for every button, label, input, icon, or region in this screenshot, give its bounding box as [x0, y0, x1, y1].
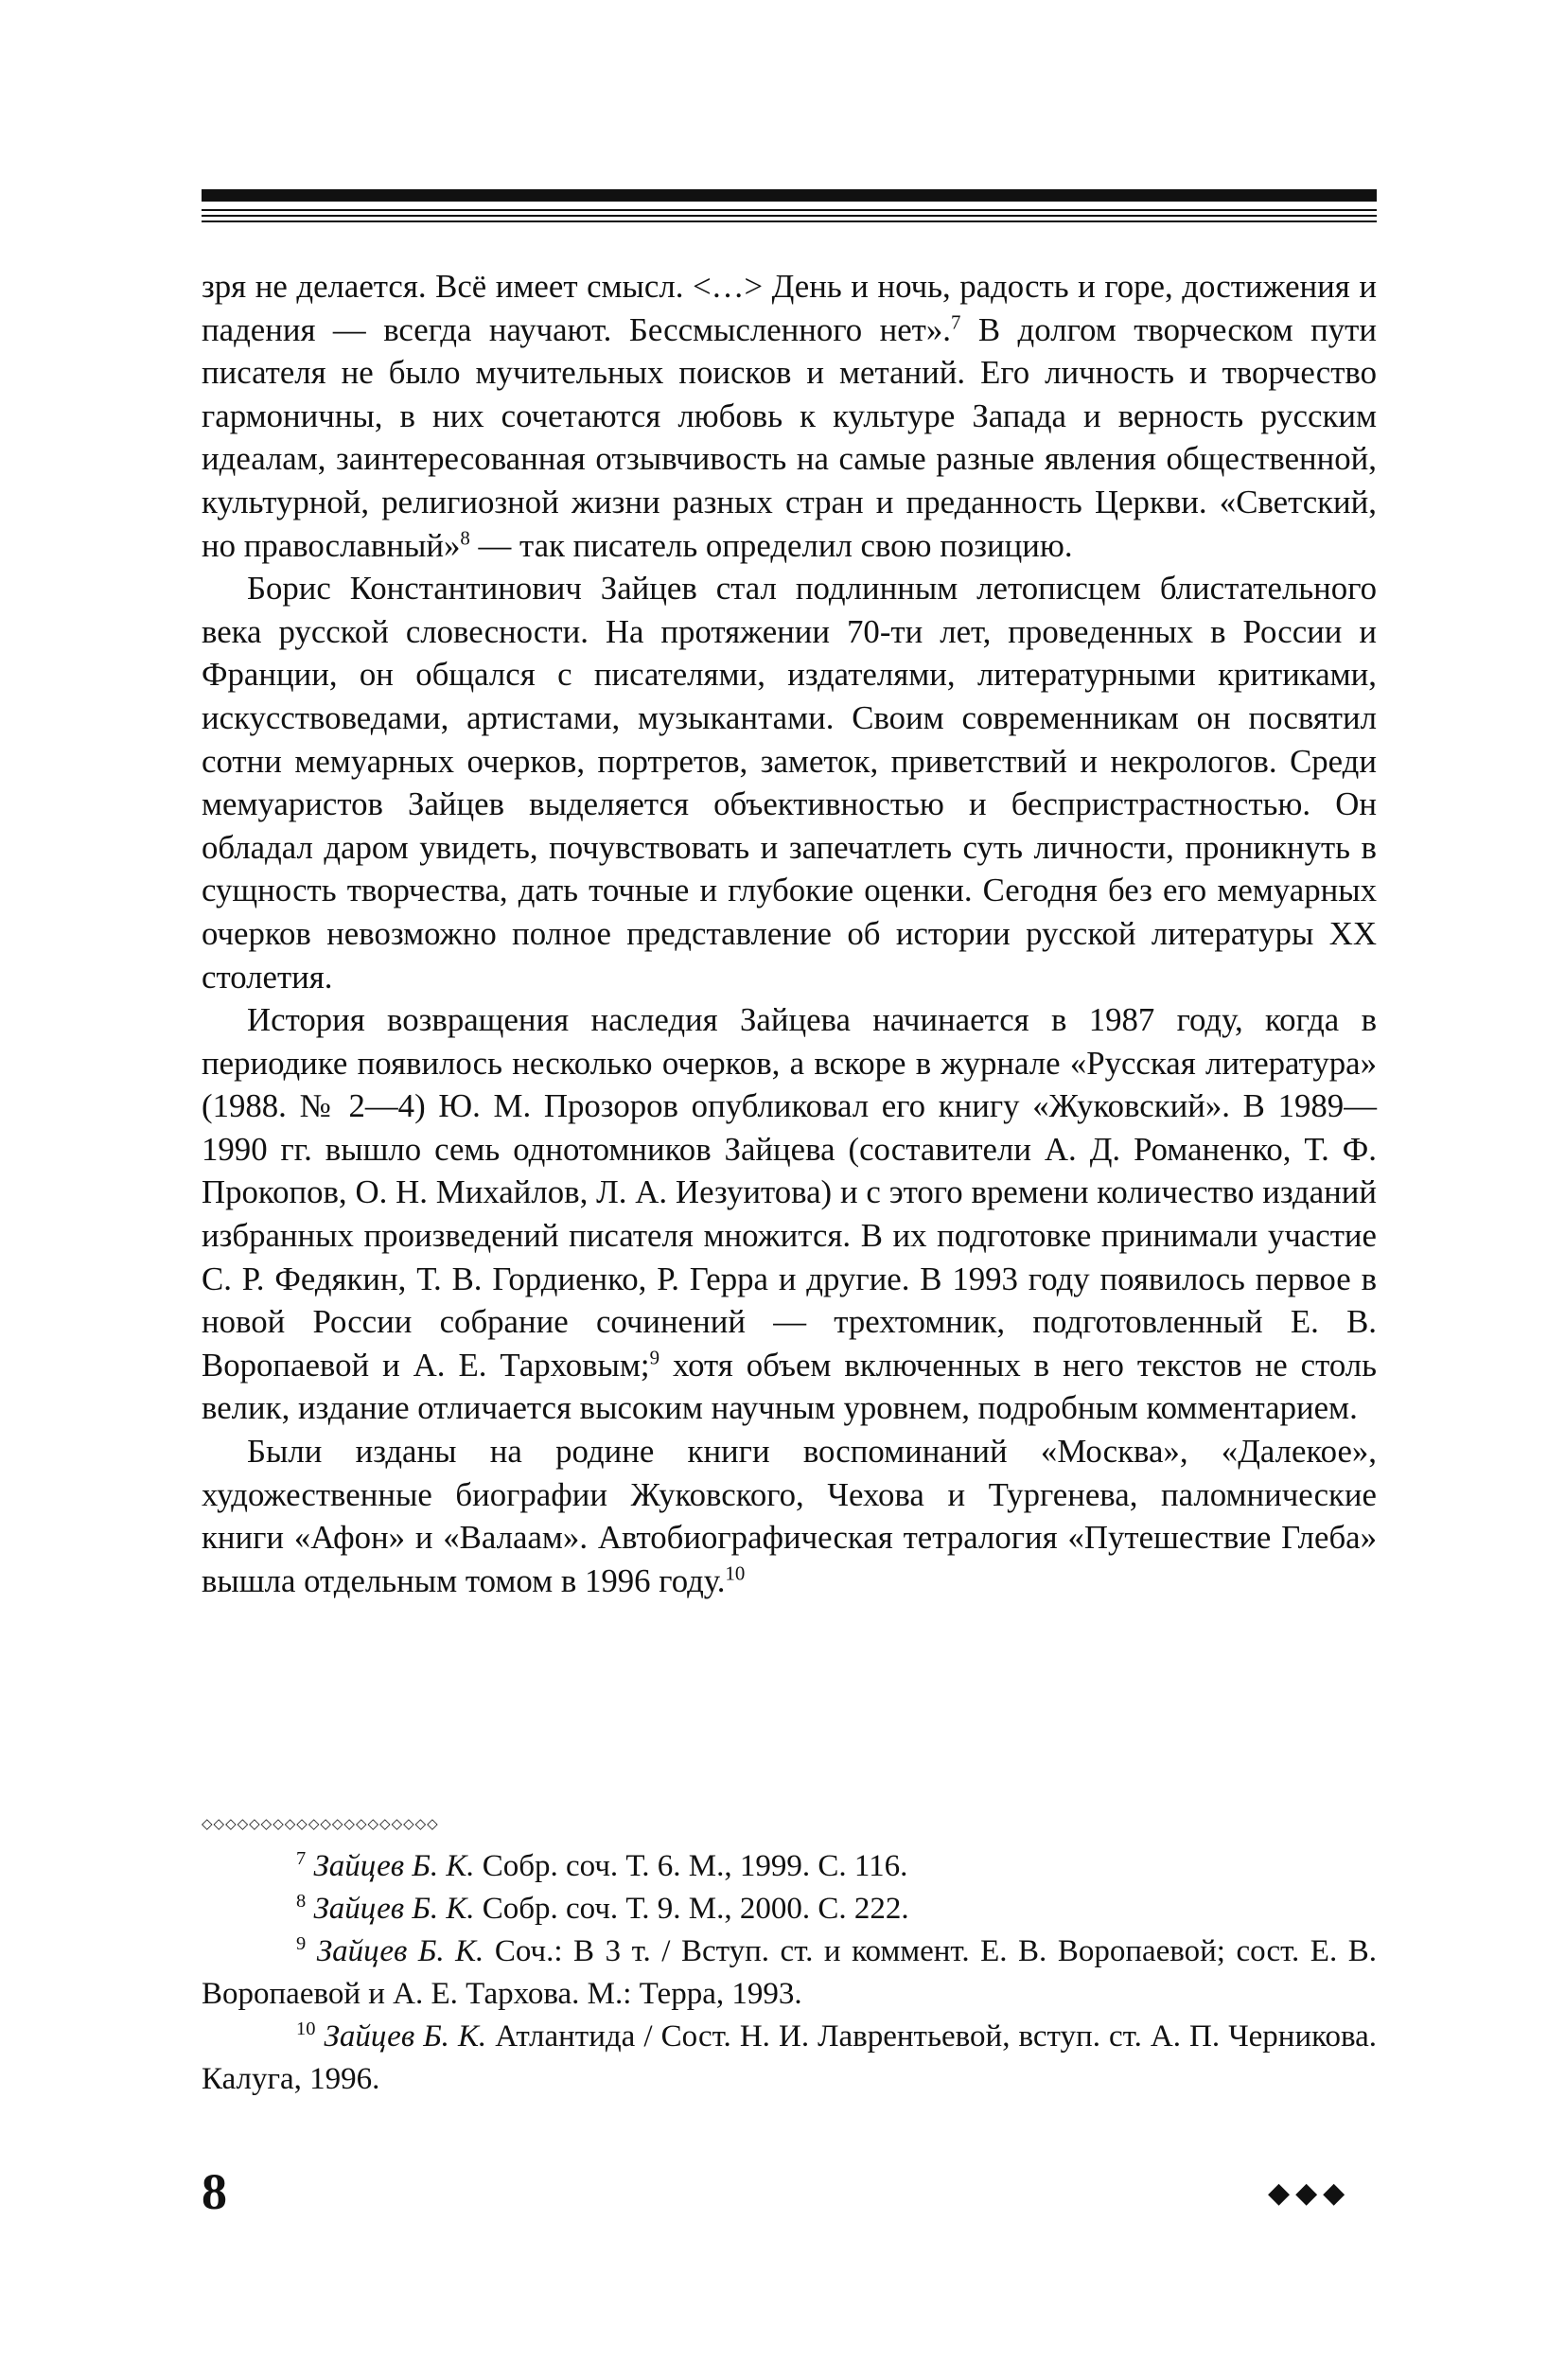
header-rule-thin-3 [202, 220, 1377, 222]
paragraph-4 [202, 1430, 1377, 1602]
footnote-ref-10: 10 [725, 1561, 746, 1585]
footnote-ref-9: 9 [649, 1346, 660, 1369]
paragraph-3-text-b: хотя объем включенных в него текстов не столь велик, издание отличается высоким научным уровнем, подробным комментарием. [202, 1346, 1377, 1427]
footnote-9 [202, 1930, 1377, 2016]
footnote-ref-7: 7 [950, 310, 961, 333]
paragraph-1 [202, 265, 1377, 567]
footnote-number: 7 [296, 1848, 307, 1869]
paragraph-3 [202, 998, 1377, 1430]
footnote-ref-8: 8 [460, 525, 470, 549]
body-text [202, 265, 1377, 1602]
footnote-author: Зайцев Б. К. [316, 1934, 484, 1968]
paragraph-1-text-c: — так писатель определил свою позицию. [469, 526, 1073, 564]
header-rule-thin-1 [202, 209, 1377, 211]
footnote-author: Зайцев Б. К. [313, 1892, 475, 1926]
footnote-number: 9 [296, 1933, 307, 1954]
footnotes [202, 1845, 1377, 2101]
footnote-7 [202, 1845, 1377, 1888]
footnote-10 [202, 2016, 1377, 2101]
footnote-text: Соч.: В 3 т. / Вступ. ст. и коммент. Е. В. Воропаевой; сост. Е. В. Воропаевой и А. Е. Тархова. М.: Терра, 1993. [202, 1934, 1378, 2011]
header-rule-thin-2 [202, 215, 1377, 217]
paragraph-2 [202, 567, 1377, 998]
paragraph-3-text-a: История возвращения наследия Зайцева начинается в 1987 году, когда в периодике появилось несколько очерков, а вскоре в журнале «Русская литература» (1988. № 2—4) Ю. М. Прозоров опубликовал его книгу «Жуковский». В 1989—1990 гг. вышло семь однотомников Зайцева (составители А. Д. Романенко, Т. Ф. Прокопов, О. Н. Михайлов, Л. А. Иезуитова) и с этого времени количество изданий избранных произведений писателя множится. В их подготовке принимали участие С. Р. Федякин, Т. В. Гордиенко, Р. Герра и другие. В 1993 году появилось первое в новой России собрание сочинений — трехтомник, подготовленный Е. В. Воропаевой и А. Е. Тарховым; [202, 1001, 1377, 1384]
footnote-text: Собр. соч. Т. 6. М., 1999. С. 116. [474, 1849, 908, 1883]
footnote-text: Атлантида / Сост. Н. И. Лаврентьевой, вступ. ст. А. П. Черникова. Калуга, 1996. [202, 2019, 1378, 2096]
diamond-ornament-icon: ◆◆◆ [1268, 2177, 1351, 2210]
footnote-author: Зайцев Б. К. [324, 2019, 487, 2054]
header-rule [202, 189, 1377, 226]
paragraph-4-text: Были изданы на родине книги воспоминаний «Москва», «Далекое», художественные биографии Жуковского, Чехова и Тургенева, паломнические книги «Афон» и «Валаам». Автобиографическая тетралогия «Путешествие Глеба» вышла отдельным томом в 1996 году. [202, 1433, 1377, 1599]
footnote-number: 8 [296, 1891, 307, 1912]
footnote-separator: ◇◇◇◇◇◇◇◇◇◇◇◇◇◇◇◇◇◇◇◇ [202, 1815, 439, 1832]
footnote-number: 10 [296, 2019, 316, 2039]
paragraph-1-text-b: В долгом творческом пути писателя не было мучительных поисков и метаний. Его личность и творчество гармоничны, в них сочетаются любовь к культуре Запада и верность русским идеалам, заинтересованная отзывчивость на самые разные явления общественной, культурной, религиозной жизни разных стран и преданность Церкви. «Светский, но православный» [202, 310, 1377, 564]
paragraph-2-text: Борис Константинович Зайцев стал подлинным летописцем блистательного века русской словесности. На протяжении 70-ти лет, проведенных в России и Франции, он общался с писателями, издателями, литературными критиками, искусствоведами, артистами, музыкантами. Своим современникам он посвятил сотни мемуарных очерков, портретов, заметок, приветствий и некрологов. Среди мемуаристов Зайцев выделяется объективностью и беспристрастностью. Он обладал даром увидеть, почувствовать и запечатлеть суть личности, проникнуть в сущность творчества, дать точные и глубокие оценки. Сегодня без его мемуарных очерков невозможно полное представление об истории русской литературы XX столетия. [202, 570, 1377, 996]
footnote-author: Зайцев Б. К. [313, 1849, 475, 1883]
header-rule-thick [202, 189, 1377, 202]
footnote-text: Собр. соч. Т. 9. М., 2000. С. 222. [474, 1892, 909, 1926]
page-number: 8 [202, 2163, 227, 2220]
paragraph-1-text-a: зря не делается. Всё имеет смысл. <…> День и ночь, радость и горе, достижения и падения — всегда научают. Бессмысленного нет». [202, 268, 1377, 348]
footnote-8 [202, 1888, 1377, 1930]
